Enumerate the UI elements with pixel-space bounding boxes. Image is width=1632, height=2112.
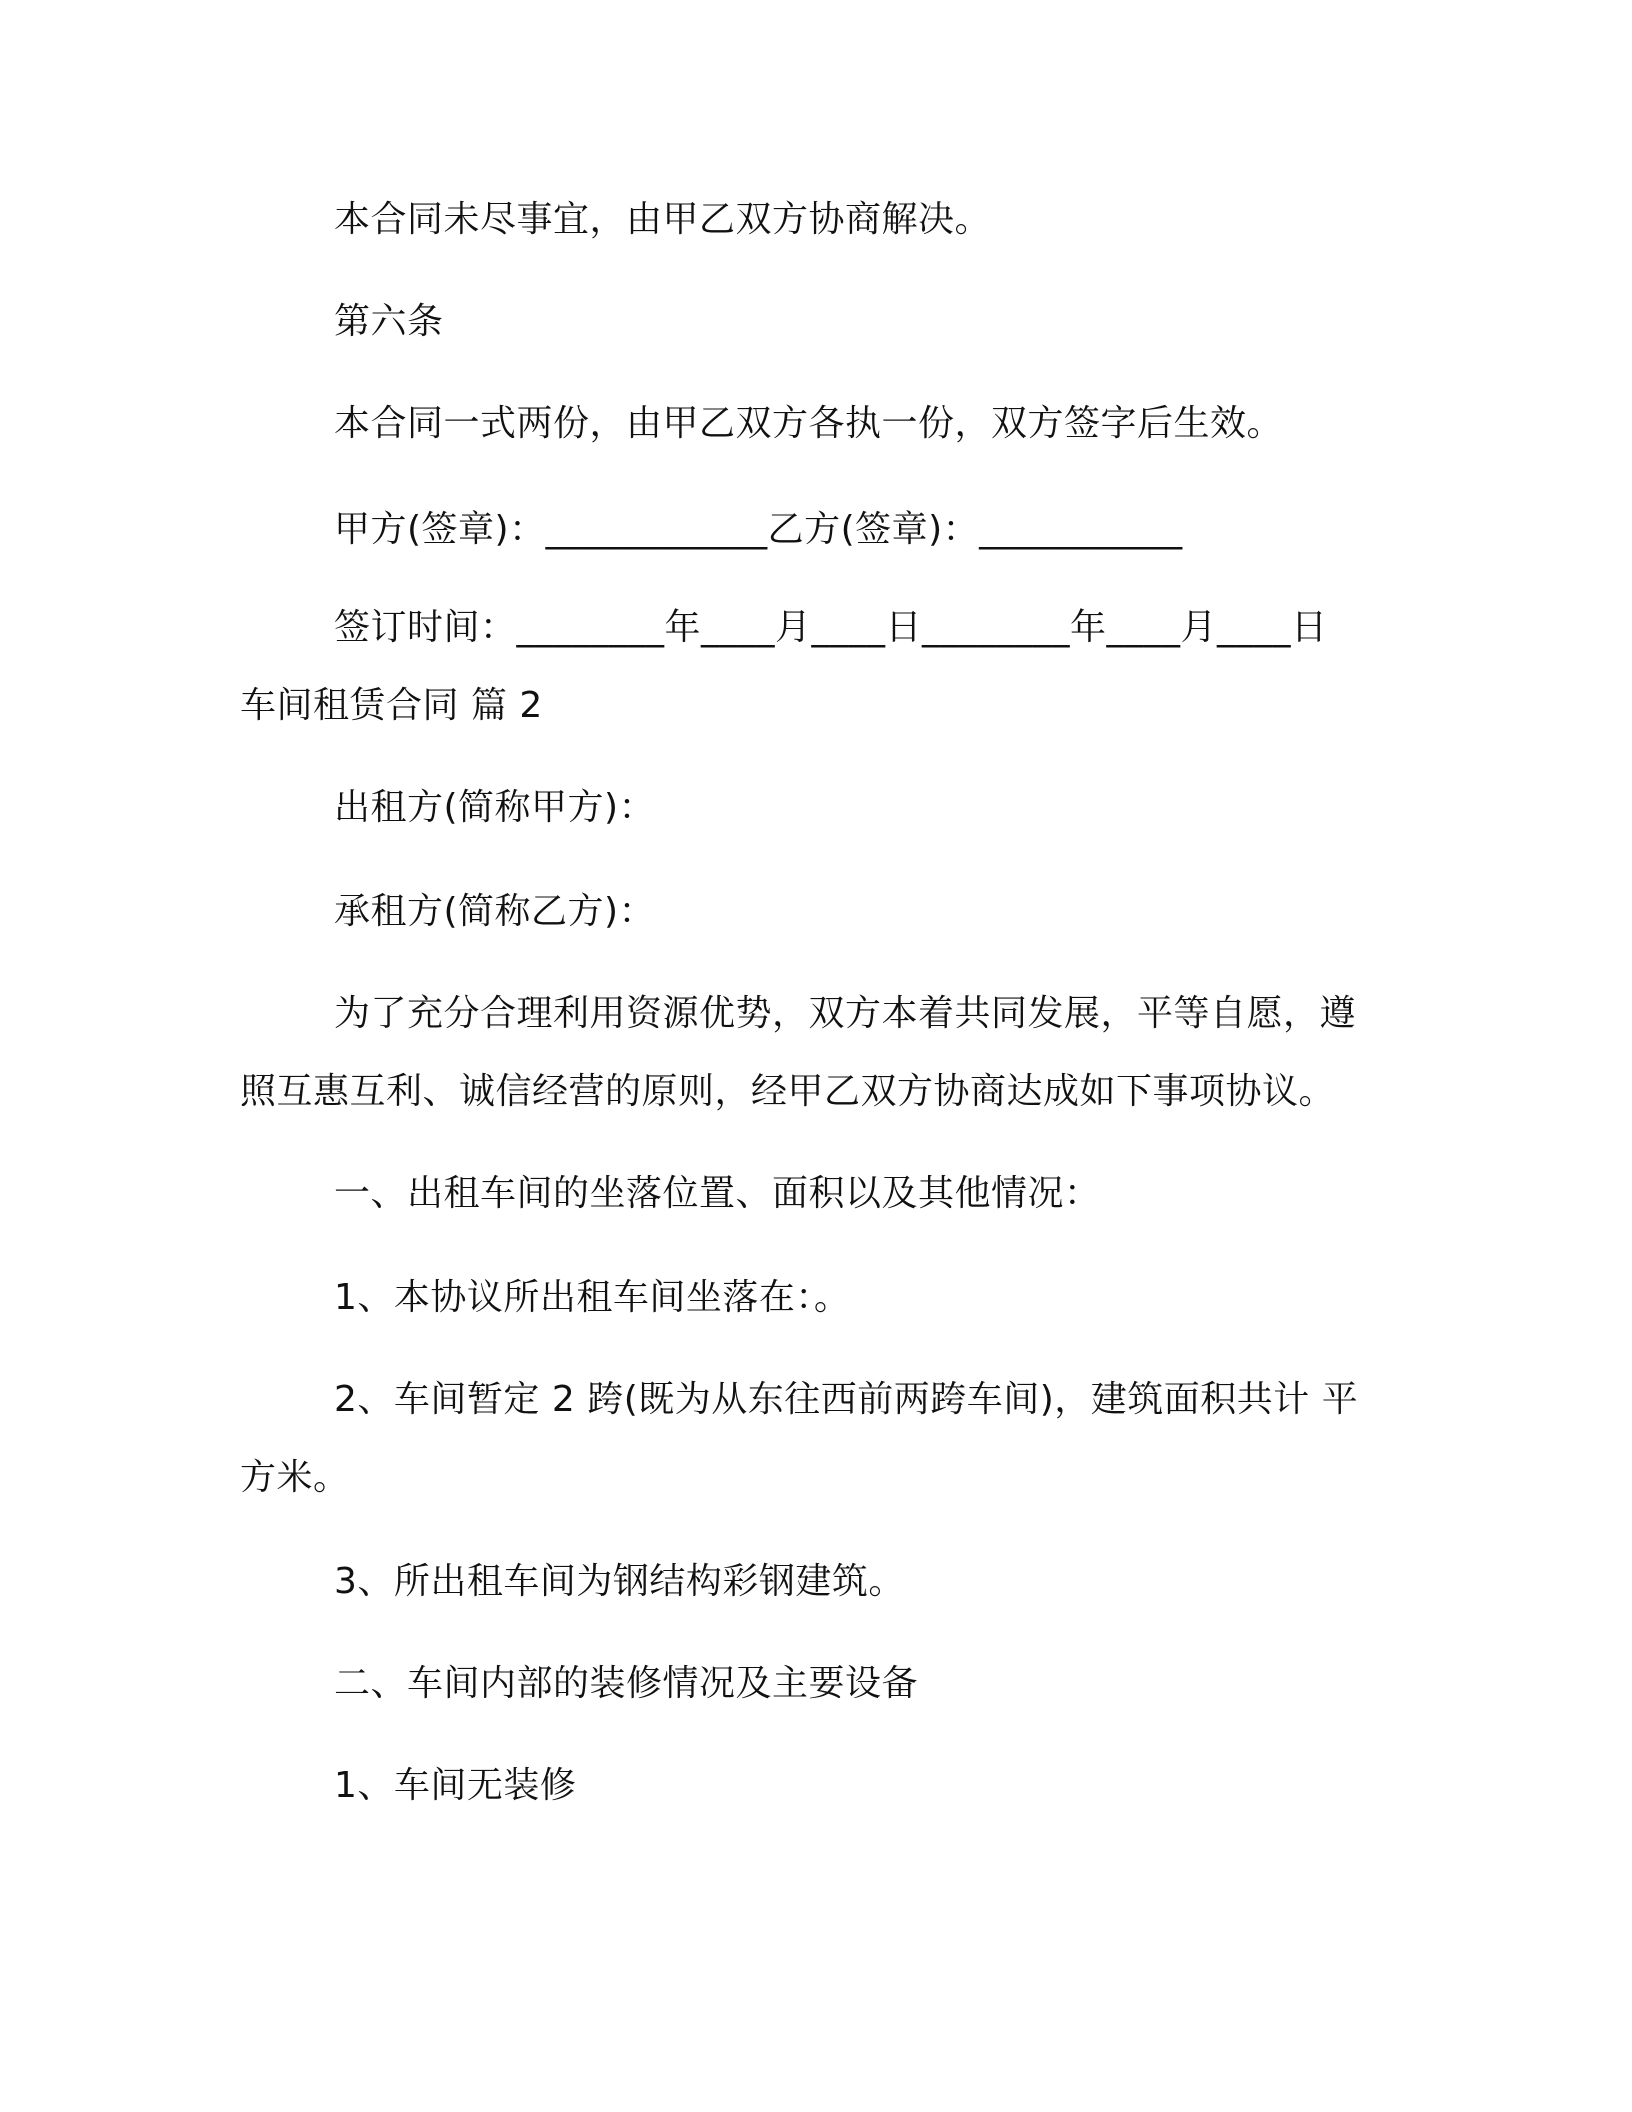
clause-two-item-1: 1、车间无装修	[334, 1765, 577, 1806]
clause-one-item-2-line-2: 方米。	[240, 1457, 350, 1498]
preamble-line-2: 照互惠互利、诚信经营的原则，经甲乙双方协商达成如下事项协议。	[240, 1071, 1336, 1112]
clause-one-item-1: 1、本协议所出租车间坐落在：。	[334, 1277, 851, 1318]
clause-one-item-3: 3、所出租车间为钢结构彩钢建筑。	[334, 1561, 905, 1602]
paragraph-copies: 本合同一式两份，由甲乙双方各执一份，双方签字后生效。	[334, 403, 1284, 444]
article-six-heading: 第六条	[334, 301, 444, 342]
clause-one-item-2-line-1: 2、车间暂定 2 跨(既为从东往西前两跨车间)，建筑面积共计 平	[334, 1379, 1359, 1420]
clause-two-heading: 二、车间内部的装修情况及主要设备	[334, 1663, 919, 1704]
signing-date-line: 签订时间：________年____月____日________年____月____日	[334, 607, 1328, 648]
signature-line: 甲方(签章)：____________乙方(签章)：___________	[334, 509, 1183, 550]
clause-one-heading: 一、出租车间的坐落位置、面积以及其他情况：	[334, 1173, 1101, 1214]
lessor-label: 出租方(简称甲方)：	[334, 787, 656, 828]
section-title: 车间租赁合同 篇 2	[240, 685, 543, 726]
lessee-label: 承租方(简称乙方)：	[334, 891, 656, 932]
paragraph-unresolved-matters: 本合同未尽事宜，由甲乙双方协商解决。	[334, 199, 992, 240]
preamble-line-1: 为了充分合理利用资源优势，双方本着共同发展，平等自愿，遵	[334, 993, 1357, 1034]
